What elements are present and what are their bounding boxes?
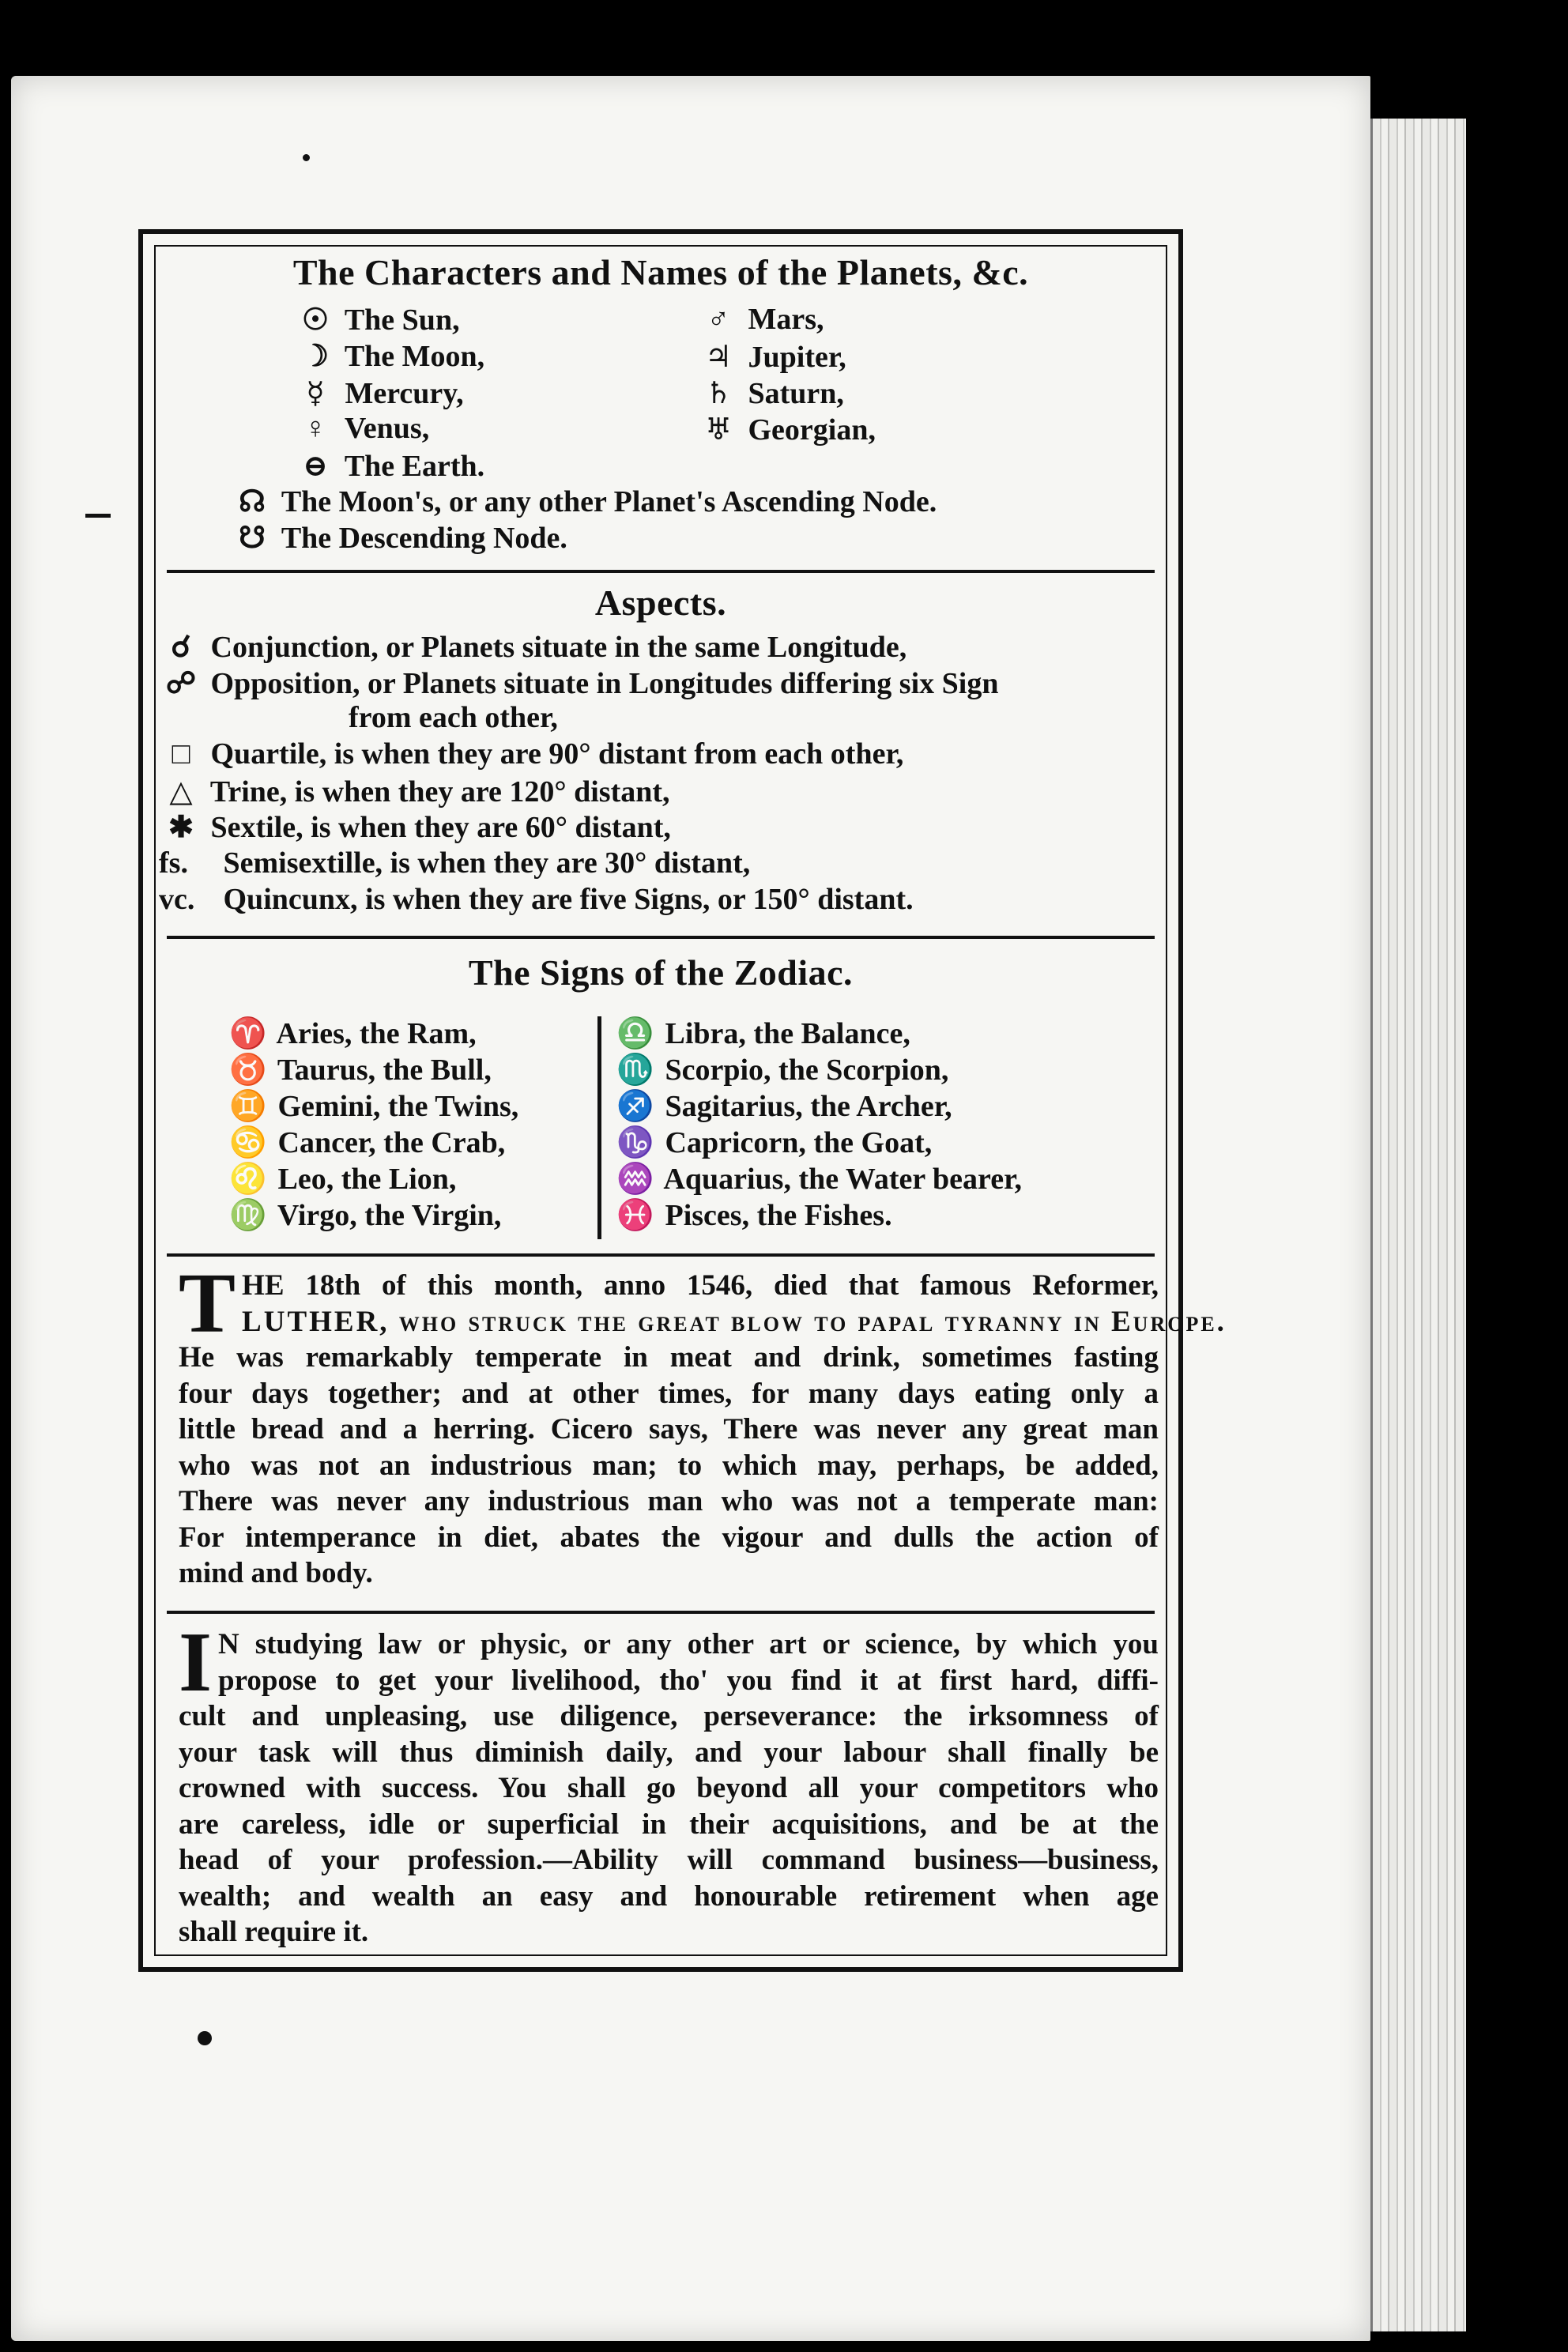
- mercury-icon: ☿: [306, 377, 325, 410]
- section-divider: [167, 1611, 1155, 1614]
- planets-title: The Characters and Names of the Planets, &c.: [292, 252, 1029, 292]
- planet-row: [293, 338, 484, 374]
- node-text: The Moon's, or any other Planet's Ascending Node.: [281, 485, 937, 518]
- aspect-row: [159, 882, 914, 917]
- earth-icon: ⊖: [303, 450, 328, 483]
- paragraph-line: are careless, idle or superficial in their acquisitions, and be at the: [179, 1807, 1159, 1841]
- descending-node-icon: ☋: [239, 522, 266, 555]
- zodiac-text: Virgo, the Virgin,: [277, 1199, 502, 1232]
- planet-name: Mars,: [748, 303, 824, 336]
- zodiac-column-divider: [597, 1016, 601, 1239]
- zodiac-row: [226, 1125, 505, 1160]
- planet-name: Venus,: [344, 412, 430, 445]
- saturn-icon: ♄: [704, 377, 733, 410]
- paragraph-line: four days together; and at other times, for many days eating only a: [179, 1377, 1159, 1410]
- planet-name: The Moon,: [344, 340, 485, 373]
- libra-icon: ♎: [616, 1017, 654, 1050]
- aspect-text: Trine, is when they are 120° distant,: [209, 775, 670, 808]
- planet-row: [293, 302, 460, 337]
- aspect-row-continued: [349, 700, 558, 735]
- ascending-node-icon: ☊: [239, 485, 266, 518]
- zodiac-row: [226, 1089, 518, 1124]
- zodiac-text: Scorpio, the Scorpion,: [665, 1054, 949, 1087]
- study-dropcap: I: [179, 1615, 213, 1709]
- aspect-row: [159, 629, 906, 665]
- paragraph-line: LUTHER, who struck the great blow to papal tyranny in Europe.: [242, 1305, 1227, 1338]
- aspect-text: Opposition, or Planets situate in Longitudes differing six Sign: [210, 667, 999, 700]
- page-stack-edge: [1370, 119, 1466, 2331]
- aspect-row: [159, 665, 998, 701]
- virgo-icon: ♍: [229, 1199, 267, 1232]
- zodiac-row: [613, 1162, 1022, 1197]
- zodiac-title: The Signs of the Zodiac.: [468, 952, 854, 993]
- paragraph-line: wealth; and wealth an easy and honourable retirement when age: [179, 1879, 1159, 1913]
- aspects-title: Aspects.: [594, 582, 727, 623]
- stray-mark: [85, 514, 111, 518]
- paragraph-line: little bread and a herring. Cicero says, There was never any great man: [179, 1413, 1159, 1446]
- sagittarius-icon: ♐: [616, 1090, 654, 1123]
- zodiac-row: [613, 1198, 892, 1233]
- aspect-row: [159, 737, 903, 771]
- zodiac-text: Leo, the Lion,: [277, 1163, 457, 1196]
- paragraph-line: mind and body.: [179, 1557, 373, 1589]
- zodiac-text: Taurus, the Bull,: [277, 1054, 492, 1087]
- planet-row: [696, 302, 824, 337]
- planet-name: Saturn,: [748, 377, 844, 410]
- planet-row: [293, 447, 484, 484]
- luther-dropcap: T: [179, 1257, 236, 1351]
- zodiac-text: Cancer, the Crab,: [277, 1126, 506, 1159]
- pisces-icon: ♓: [616, 1199, 654, 1232]
- section-divider: [167, 1253, 1155, 1257]
- cancer-icon: ♋: [229, 1126, 267, 1159]
- zodiac-row: [613, 1089, 952, 1124]
- scorpio-icon: ♏: [616, 1054, 654, 1087]
- aspect-row: [159, 773, 670, 809]
- opposition-icon: ☍: [165, 667, 197, 700]
- aspect-row: [159, 809, 671, 845]
- paragraph-line: N studying law or physic, or any other art or science, by which you: [218, 1628, 1159, 1660]
- paragraph-line: shall require it.: [179, 1916, 369, 1948]
- paragraph-line: who was not an industrious man; to which may, perhaps, be added,: [179, 1449, 1159, 1482]
- zodiac-row: [226, 1162, 456, 1197]
- aspect-text: from each other,: [349, 701, 558, 734]
- planet-row: [696, 411, 876, 447]
- planet-row: [293, 375, 464, 411]
- paragraph-line: crowned with success. You shall go beyond all your competitors who: [179, 1772, 1159, 1804]
- section-divider: [167, 936, 1155, 939]
- paragraph-line: head of your profession.—Ability will command business—business,: [179, 1844, 1159, 1876]
- paragraph-line: There was never any industrious man who was not a temperate man:: [179, 1485, 1159, 1517]
- paragraph-line: propose to get your livelihood, tho' you find it at first hard, diffi-: [218, 1664, 1159, 1697]
- planet-row: [696, 375, 844, 411]
- luther-paragraph: [179, 1257, 1227, 1592]
- zodiac-row: [613, 1125, 932, 1160]
- zodiac-row: [226, 1053, 492, 1087]
- zodiac-text: Gemini, the Twins,: [277, 1090, 519, 1123]
- trine-icon: △: [169, 775, 193, 808]
- georgian-icon: ♅: [704, 413, 733, 447]
- conjunction-icon: ☌: [171, 631, 191, 664]
- aspect-text: Semisextille, is when they are 30° distant,: [223, 846, 751, 880]
- planet-name: The Sun,: [344, 303, 460, 337]
- planet-name: The Earth.: [344, 450, 485, 483]
- planet-name: Georgian,: [748, 413, 876, 447]
- planet-row: [696, 338, 846, 375]
- zodiac-text: Aries, the Ram,: [276, 1017, 477, 1050]
- planet-name: Jupiter,: [748, 341, 846, 374]
- venus-icon: ♀: [303, 412, 327, 445]
- section-divider: [167, 570, 1155, 573]
- quartile-icon: □: [172, 737, 190, 771]
- moon-icon: ☽: [301, 340, 330, 373]
- zodiac-text: Aquarius, the Water bearer,: [663, 1163, 1022, 1196]
- node-row: [230, 484, 937, 519]
- zodiac-text: Capricorn, the Goat,: [665, 1126, 933, 1159]
- leo-icon: ♌: [229, 1163, 267, 1196]
- aspect-row: [159, 846, 750, 880]
- zodiac-row: [613, 1053, 948, 1087]
- aries-icon: ♈: [229, 1017, 267, 1050]
- study-paragraph: [179, 1615, 1159, 1951]
- capricorn-icon: ♑: [616, 1126, 654, 1159]
- zodiac-row: [226, 1198, 501, 1233]
- paragraph-line: your task will thus diminish daily, and your labour shall finally be: [179, 1736, 1159, 1769]
- jupiter-icon: ♃: [704, 341, 733, 374]
- zodiac-text: Sagitarius, the Archer,: [665, 1090, 952, 1123]
- aquarius-icon: ♒: [616, 1163, 654, 1196]
- paragraph-line: He was remarkably temperate in meat and drink, sometimes fasting: [179, 1341, 1159, 1374]
- zodiac-text: Libra, the Balance,: [665, 1017, 910, 1050]
- aspect-text: Conjunction, or Planets situate in the same Longitude,: [210, 631, 907, 664]
- planet-name: Mercury,: [345, 377, 464, 410]
- paragraph-line: For intemperance in diet, abates the vigour and dulls the action of: [179, 1521, 1159, 1554]
- paragraph-line: HE 18th of this month, anno 1546, died that famous Reformer,: [242, 1269, 1159, 1302]
- aspect-text: Sextile, is when they are 60° distant,: [210, 811, 671, 844]
- gemini-icon: ♊: [229, 1090, 267, 1123]
- quincunx-icon: vc.: [159, 883, 195, 916]
- node-text: The Descending Node.: [281, 522, 567, 555]
- taurus-icon: ♉: [229, 1054, 267, 1087]
- planet-row: [293, 411, 429, 446]
- mars-icon: ♂: [707, 303, 730, 336]
- almanac-frame: [138, 229, 1227, 1972]
- stray-dot: [303, 154, 310, 161]
- stray-dot: [198, 2031, 212, 2045]
- aspect-text: Quartile, is when they are 90° distant from each other,: [210, 737, 904, 771]
- aspect-text: Quincunx, is when they are five Signs, or 150° distant.: [223, 883, 914, 916]
- sextile-icon: ✱: [168, 811, 194, 844]
- semisextile-icon: fs.: [159, 846, 188, 880]
- paragraph-line: cult and unpleasing, use diligence, perseverance: the irksomness of: [179, 1700, 1159, 1732]
- zodiac-text: Pisces, the Fishes.: [665, 1199, 892, 1232]
- node-row: [230, 520, 567, 556]
- zodiac-row: [613, 1016, 910, 1051]
- zodiac-row: [226, 1016, 477, 1051]
- sun-icon: ☉: [301, 303, 330, 337]
